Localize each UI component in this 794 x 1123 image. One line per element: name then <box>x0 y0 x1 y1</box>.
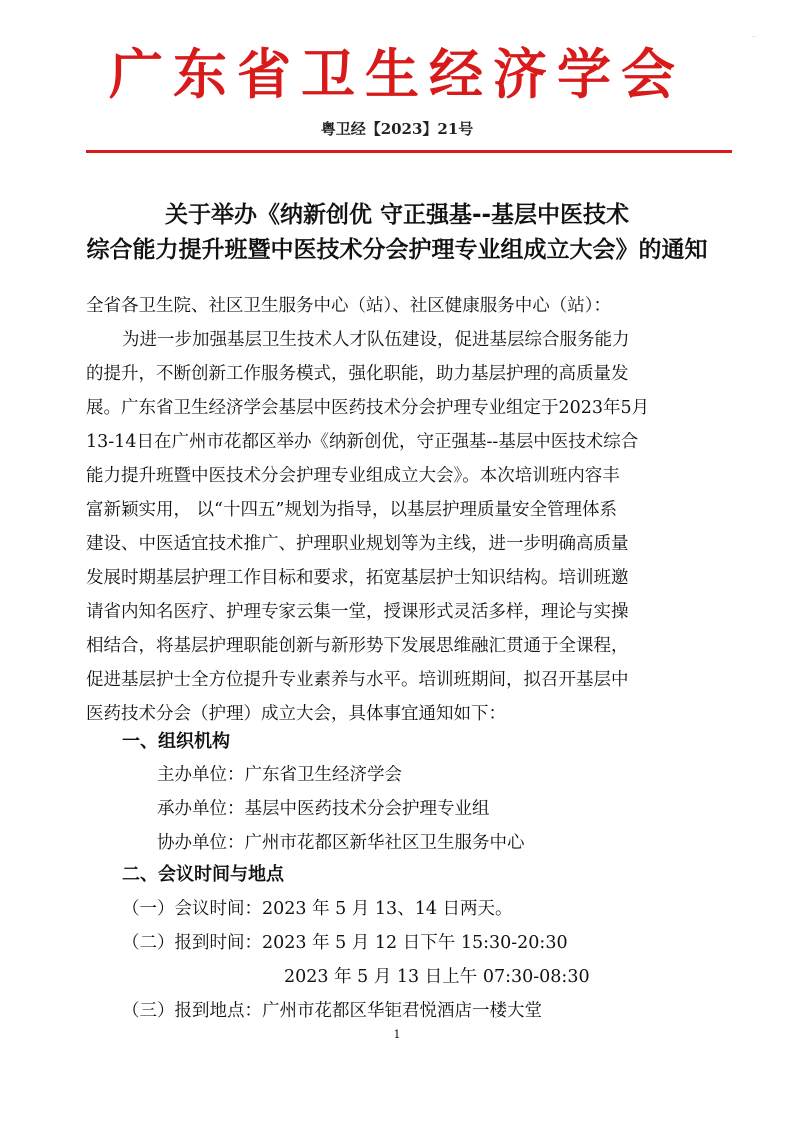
organizer-item: 承办单位：基层中医药技术分会护理专业组 <box>157 799 490 819</box>
paragraph-line: 能力提升班暨中医技术分会护理专业组成立大会》。本次培训班内容丰 <box>86 466 620 486</box>
page-number: 1 <box>393 1028 401 1041</box>
corner-mark: ·· <box>752 33 757 41</box>
paragraph-line: 为进一步加强基层卫生技术人才队伍建设，促进基层综合服务能力 <box>122 330 630 350</box>
notice-title-line-2: 综合能力提升班暨中医技术分会护理专业组成立大会》的通知 <box>86 237 708 263</box>
organizer-item: 协办单位：广州市花都区新华社区卫生服务中心 <box>157 833 525 853</box>
registration-time-item: （二）报到时间：2023 年 5 月 12 日下午 15:30-20:30 <box>122 933 568 953</box>
organization-name: 广东省卫生经济学会 <box>109 42 685 106</box>
paragraph-line: 医药技术分会（护理）成立大会，具体事宜通知如下： <box>86 704 506 724</box>
paragraph-line: 13-14日在广州市花都区举办《纳新创优，守正强基--基层中医技术综合 <box>86 432 639 452</box>
registration-time-item: 2023 年 5 月 13 日上午 07:30-08:30 <box>284 967 590 987</box>
salutation: 全省各卫生院、社区卫生服务中心（站）、社区健康服务中心（站）： <box>86 296 611 316</box>
organizer-item: 主办单位：广东省卫生经济学会 <box>157 765 402 785</box>
paragraph-line: 展。广东省卫生经济学会基层中医药技术分会护理专业组定于2023年5月 <box>86 398 650 418</box>
notice-title-line-1: 关于举办《纳新创优 守正强基--基层中医技术 <box>164 202 630 228</box>
paragraph-line: 请省内知名医疗、护理专家云集一堂，授课形式灵活多样，理论与实操 <box>86 602 629 622</box>
paragraph-line: 相结合，将基层护理职能创新与新形势下发展思维融汇贯通于全课程， <box>86 636 629 656</box>
paragraph-line: 富新颖实用， 以“十四五”规划为指导，以基层护理质量安全管理体系 <box>86 500 617 520</box>
paragraph-line: 的提升，不断创新工作服务模式，强化职能，助力基层护理的高质量发 <box>86 364 629 384</box>
paragraph-line: 建设、中医适宜技术推广、护理职业规划等为主线，进一步明确高质量 <box>86 534 629 554</box>
section-heading: 二、会议时间与地点 <box>122 864 284 885</box>
meeting-time-item: （一）会议时间：2023 年 5 月 13、14 日两天。 <box>122 899 513 919</box>
red-divider-line <box>86 150 732 153</box>
registration-location-item: （三）报到地点：广州市花都区华钜君悦酒店一楼大堂 <box>122 1001 542 1021</box>
paragraph-line: 发展时期基层护理工作目标和要求，拓宽基层护士知识结构。培训班邀 <box>86 568 629 588</box>
document-number: 粤卫经【2023】21号 <box>320 120 474 138</box>
paragraph-line: 促进基层护士全方位提升专业素养与水平。培训班期间，拟召开基层中 <box>86 670 629 690</box>
section-heading: 一、组织机构 <box>122 731 230 752</box>
